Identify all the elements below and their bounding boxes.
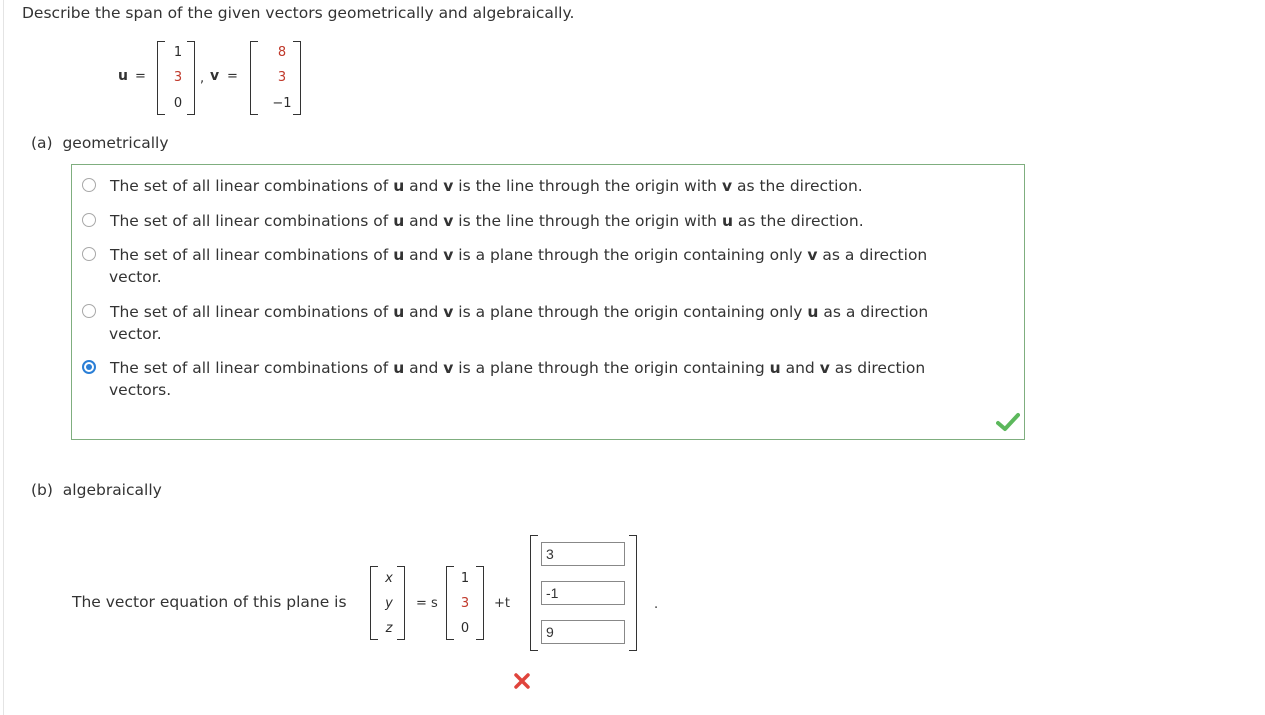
v-component-3: −1: [272, 96, 292, 111]
part-b-label: (b): [31, 481, 53, 499]
option-5-text: The set of all linear combinations of u and v is a plane through the origin containing u and v as direction: [110, 359, 926, 377]
v-component-2: 3: [277, 70, 287, 85]
radio-option-5-selected[interactable]: [82, 360, 96, 374]
t-vector-input-2[interactable]: [541, 581, 625, 605]
period: .: [654, 597, 659, 612]
option-4-text: The set of all linear combinations of u and v is a plane through the origin containing only u as a direction: [110, 303, 929, 321]
radio-option-3[interactable]: [82, 247, 96, 261]
t-vector-input-3[interactable]: [541, 620, 625, 644]
option-2-text: The set of all linear combinations of u and v is the line through the origin with u as the direction.: [110, 212, 864, 230]
option-1[interactable]: [82, 175, 982, 197]
option-1-text: The set of all linear combinations of u and v is the line through the origin with v as the direction.: [110, 177, 863, 195]
s-vector-component-2: 3: [460, 596, 470, 611]
u-left-bracket: [157, 41, 165, 115]
u-component-2: 3: [173, 70, 183, 85]
vector-equation-sentence: The vector equation of this plane is: [72, 593, 347, 611]
answer-box-a: [71, 164, 1025, 440]
equals-s: = s: [416, 596, 438, 611]
s-vector-component-1: 1: [460, 571, 470, 586]
plus-t: +t: [494, 596, 510, 611]
t-vector-right-bracket: [629, 535, 637, 651]
part-a-title: geometrically: [62, 134, 169, 152]
s-vector-component-3: 0: [460, 621, 470, 636]
t-vector-input-1[interactable]: [541, 542, 625, 566]
option-3[interactable]: [82, 244, 982, 288]
vector-separator: ,: [200, 71, 205, 86]
xyz-z: z: [385, 621, 393, 636]
correct-check-icon: [996, 412, 1020, 432]
option-5[interactable]: [82, 357, 982, 401]
s-vector-right-bracket: [476, 566, 484, 640]
radio-option-1[interactable]: [82, 178, 96, 192]
left-margin-rule: [3, 0, 4, 715]
option-2[interactable]: [82, 210, 982, 232]
xyz-x: x: [385, 571, 393, 586]
xyz-y: y: [385, 596, 393, 611]
radio-option-2[interactable]: [82, 213, 96, 227]
part-a-header: [31, 134, 169, 152]
v-equals: =: [227, 69, 238, 84]
v-right-bracket: [293, 41, 301, 115]
option-4-text-line2: vector.: [109, 325, 162, 343]
option-3-text: The set of all linear combinations of u and v is a plane through the origin containing only v as a direction: [110, 246, 928, 264]
option-4[interactable]: [82, 301, 982, 345]
t-vector-left-bracket: [530, 535, 538, 651]
option-3-text-line2: vector.: [109, 268, 162, 286]
u-component-3: 0: [173, 96, 183, 111]
u-label: u: [118, 68, 128, 84]
v-left-bracket: [250, 41, 258, 115]
part-b-title: algebraically: [62, 481, 162, 499]
part-a-label: (a): [31, 134, 53, 152]
option-5-text-line2: vectors.: [109, 381, 172, 399]
question-text: Describe the span of the given vectors geometrically and algebraically.: [22, 4, 575, 22]
v-label: v: [210, 68, 220, 84]
part-b-header: [31, 481, 162, 499]
radio-option-4[interactable]: [82, 304, 96, 318]
u-component-1: 1: [173, 45, 183, 60]
v-component-1: 8: [277, 45, 287, 60]
u-equals: =: [135, 69, 146, 84]
incorrect-x-icon: [512, 671, 532, 691]
